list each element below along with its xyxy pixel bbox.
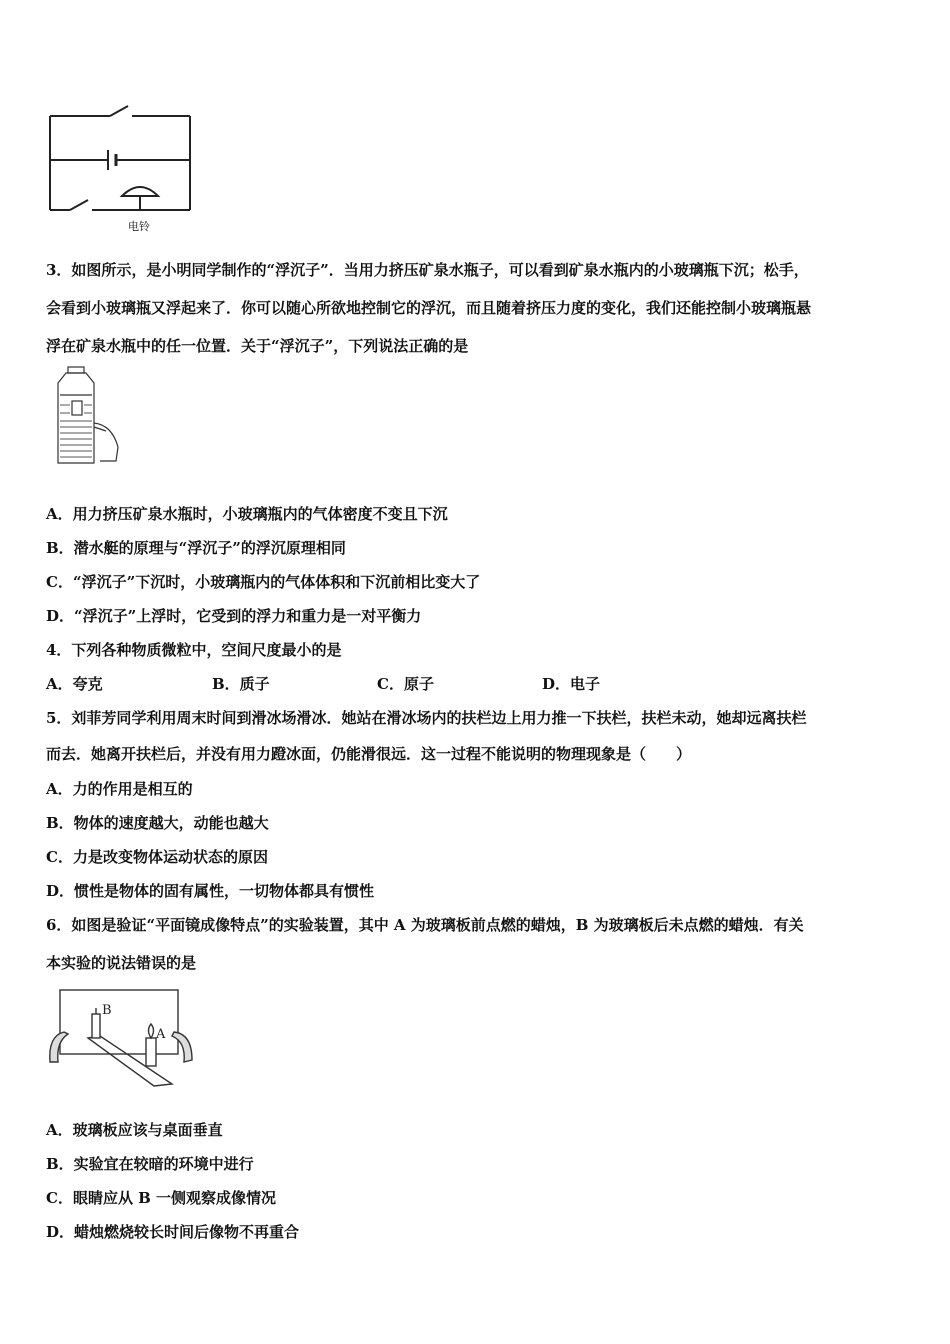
q5-option-b: B．物体的速度越大，动能也越大 bbox=[46, 814, 269, 832]
q4-option-a: A．夸克 bbox=[46, 675, 103, 693]
q6-option-a: A．玻璃板应该与桌面垂直 bbox=[46, 1121, 223, 1139]
label-b: B bbox=[102, 1003, 112, 1018]
q3-stem-line-3: 浮在矿泉水瓶中的任一位置．关于“浮沉子”，下列说法正确的是 bbox=[46, 337, 469, 355]
q3-option-d: D．“浮沉子”上浮时，它受到的浮力和重力是一对平衡力 bbox=[46, 607, 422, 625]
q4-option-d: D．电子 bbox=[542, 675, 601, 693]
q5-stem-line-2: 而去．她离开扶栏后，并没有用力蹬冰面，仍能滑很远．这一过程不能说明的物理现象是（ ） bbox=[46, 745, 692, 763]
q6-option-c: C．眼睛应从 B 一侧观察成像情况 bbox=[46, 1189, 277, 1207]
q4-option-c: C．原子 bbox=[377, 675, 434, 693]
q5-stem-line-1: 5．刘菲芳同学利用周末时间到滑冰场滑冰．她站在滑冰场内的扶栏边上用力推一下扶栏，扶栏未动，她却远离扶栏 bbox=[46, 709, 807, 727]
q3-option-b: B．潜水艇的原理与“浮沉子”的浮沉原理相同 bbox=[46, 539, 346, 557]
q6-stem-line-1: 6．如图是验证“平面镜成像特点”的实验装置，其中 A 为玻璃板前点燃的蜡烛，B 为玻璃板后未点燃的蜡烛．有关 bbox=[46, 916, 804, 934]
q6-option-b: B．实验宜在较暗的环境中进行 bbox=[46, 1155, 254, 1173]
q3-stem-line-2: 会看到小玻璃瓶又浮起来了．你可以随心所欲地控制它的浮沉，而且随着挤压力度的变化，我们还能控制小玻璃瓶悬 bbox=[46, 299, 812, 317]
q3-option-c: C．“浮沉子”下沉时，小玻璃瓶内的气体体积和下沉前相比变大了 bbox=[46, 573, 481, 591]
q5-option-a: A．力的作用是相互的 bbox=[46, 780, 193, 798]
figure-caption-bell: 电铃 bbox=[128, 220, 150, 233]
q4-stem: 4．下列各种物质微粒中，空间尺度最小的是 bbox=[46, 641, 342, 659]
bottle-diver-figure bbox=[50, 365, 130, 475]
q5-option-c: C．力是改变物体运动状态的原因 bbox=[46, 848, 268, 866]
plane-mirror-figure bbox=[42, 984, 202, 1094]
q4-option-b: B．质子 bbox=[212, 675, 270, 693]
label-a: A bbox=[156, 1027, 166, 1042]
q5-option-d: D．惯性是物体的固有属性，一切物体都具有惯性 bbox=[46, 882, 375, 900]
circuit-diagram bbox=[40, 100, 200, 230]
q3-stem-line-1: 3．如图所示，是小明同学制作的“浮沉子”．当用力挤压矿泉水瓶子，可以看到矿泉水瓶内的小玻璃瓶下沉；松手， bbox=[46, 261, 809, 279]
q6-option-d: D．蜡烛燃烧较长时间后像物不再重合 bbox=[46, 1223, 300, 1241]
q3-option-a: A．用力挤压矿泉水瓶时，小玻璃瓶内的气体密度不变且下沉 bbox=[46, 505, 448, 523]
q6-stem-line-2: 本实验的说法错误的是 bbox=[46, 954, 197, 972]
